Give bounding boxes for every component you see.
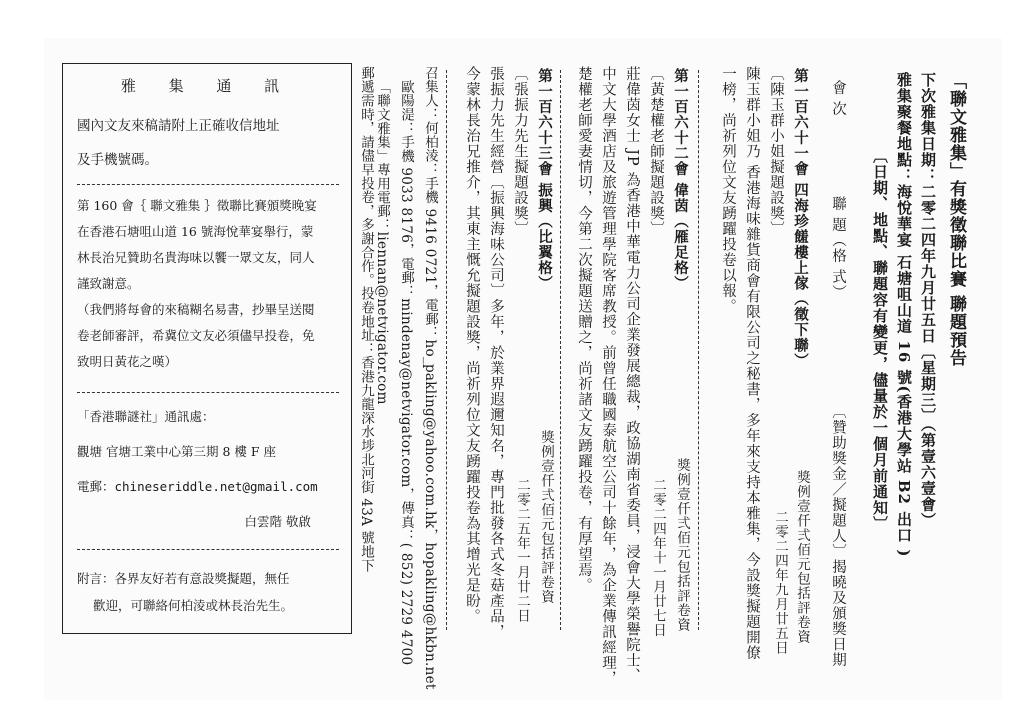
notice-para1: 在香港石塘咀山道 16 號海悅華宴舉行，蒙 [77, 224, 314, 239]
session-161-desc: 陳玉群小姐乃 香港海味雜貨商會有限公司之秘書，多年來支持本雅集，今設獎擬題開僚 [744, 66, 760, 661]
divider [560, 70, 561, 630]
footer-note: 附言：各界友好若有意設獎擬題，無任 [77, 571, 290, 586]
club-email: 電郵：chineseriddle.net@gmail.com [77, 479, 318, 494]
notice-line: 及手機號碼。 [77, 152, 158, 168]
divider [77, 184, 339, 185]
notice-para1: 林長治兄贊助名貴海味以饗一眾文友，同人 [77, 250, 315, 265]
divider [446, 70, 447, 630]
divider [77, 392, 339, 393]
divider [698, 70, 699, 630]
notice-para2: （我們將每會的來稿糊名易書，抄畢呈送閱 [77, 302, 315, 317]
contact-submission: 郵遞需時，請儘早投卷，多謝合作。投卷地址：香港九龍深水埗北河街 43A 號地下 [358, 66, 374, 573]
signature: 白雲階 敬啟 [244, 514, 311, 529]
club-address: 觀塘 官塘工業中心第三期 8 樓 F 座 [77, 444, 276, 459]
col-header-topic: 聯 題（格 式） [830, 196, 846, 301]
session-161-title: 第一百六十一會 四海珍饈樓上傢（徵下聯） [792, 68, 809, 369]
next-date: 下次雅集日期：二零二四年九月廿五日〔星期三〕（第壹六壹會） [919, 72, 937, 529]
notice-para2: 致明日黃花之嘆） [77, 354, 178, 369]
notice-box [62, 63, 352, 634]
session-163-setter: 〔張振力先生擬題設獎〕 [512, 66, 528, 237]
contact-email: 「聯文雅集」專用電郵：liennan@netvigator.com [374, 80, 390, 405]
notice-line: 國內文友來稿請附上正確收信地址 [77, 118, 280, 134]
divider [77, 549, 339, 550]
col-header-session: 會 次 [830, 80, 846, 117]
session-163-desc: 張振力先生經營〔振興海味公司〕多年，於業界遐邇知名，專門批發各式冬菇產品， [488, 66, 504, 640]
col-header-prize: 〔贊助獎金／擬題人〕揭曉及頒獎日期 [830, 404, 846, 668]
session-162-desc: 莊偉茵女士 JP 為香港中華電力公司企業發展總裁，政協湖南省委員，浸會大學榮譽院士、 [624, 66, 640, 684]
session-162-setter: 〔黃楚權老師擬題設獎〕 [648, 66, 664, 237]
session-162-date: 二零二四年十一月廿七日 [650, 478, 666, 638]
club-heading: 「香港聯謎社」通訊處： [77, 409, 215, 424]
session-162-desc: 楚權老師愛妻情切，今第二次擬題送贈之，尚祈諸文友踴躍投卷，有厚望焉。 [576, 66, 592, 593]
session-162-desc: 中文大學酒店及旅遊管理學院客席教授。前曾任職國泰航空公司十餘年，為企業傳訊經理， [600, 66, 616, 686]
main-title: 「聯文雅集」有獎徵聯比賽 聯題預告 [946, 72, 966, 367]
session-163-date: 二零二五年一月廿二日 [514, 478, 530, 623]
session-162-title: 第一百六十二會 偉茵（雁足格） [672, 68, 689, 292]
session-161-setter: 〔陳玉群小姐擬題設獎〕 [768, 66, 784, 237]
session-161-prize: 獎例壹仟弍佰元包括評卷資 [794, 470, 810, 644]
session-163-prize: 獎例壹仟弍佰元包括評卷資 [538, 430, 554, 604]
footer-note: 歡迎，可聯絡何柏淩或林長治先生。 [93, 598, 294, 613]
change-note: 〔日期、地點、聯題容有變更，儘量於一個月前通知〕 [871, 148, 889, 532]
session-161-date: 二零二四年九月廿五日 [772, 510, 788, 655]
session-161-desc: 一榜，尚祈列位文友踴躍投卷以報。 [720, 66, 736, 314]
contact-convener-1: 召集人：何柏淩：手機 9416 0721，電郵：ho_pakling@yahoo.com.hk，hopakling@hkbn.net [422, 66, 438, 690]
session-162-prize: 獎例壹仟弍佰元包括評卷資 [674, 458, 690, 632]
notice-para2: 卷老師審評，希冀位文友必須儘早投卷，免 [77, 328, 315, 343]
notice-para1: 第 160 會｛ 聯文雅集 ｝徵聯比賽頒獎晚宴 [77, 198, 317, 213]
contact-convener-2: 歐陽湜：手機 9033 8176，電郵：mindenay@netvigator.com，傳真：( 852) 2729 4700 [398, 80, 414, 666]
session-163-title: 第一百六十三會 振興（比翼格） [536, 68, 553, 292]
venue: 雅集聚餐地點：海悅華宴 石塘咀山道 16 號(香港大學站 B2 出口 ) [895, 72, 913, 558]
notice-title: 雅 集 通 訊 [120, 77, 294, 95]
notice-para1: 謹致謝意。 [77, 276, 140, 291]
session-163-desc: 今蒙林長治兄推介，其東主慨允擬題設獎，尚祈列位文友踴躍投卷為其增光是盼。 [464, 66, 480, 624]
